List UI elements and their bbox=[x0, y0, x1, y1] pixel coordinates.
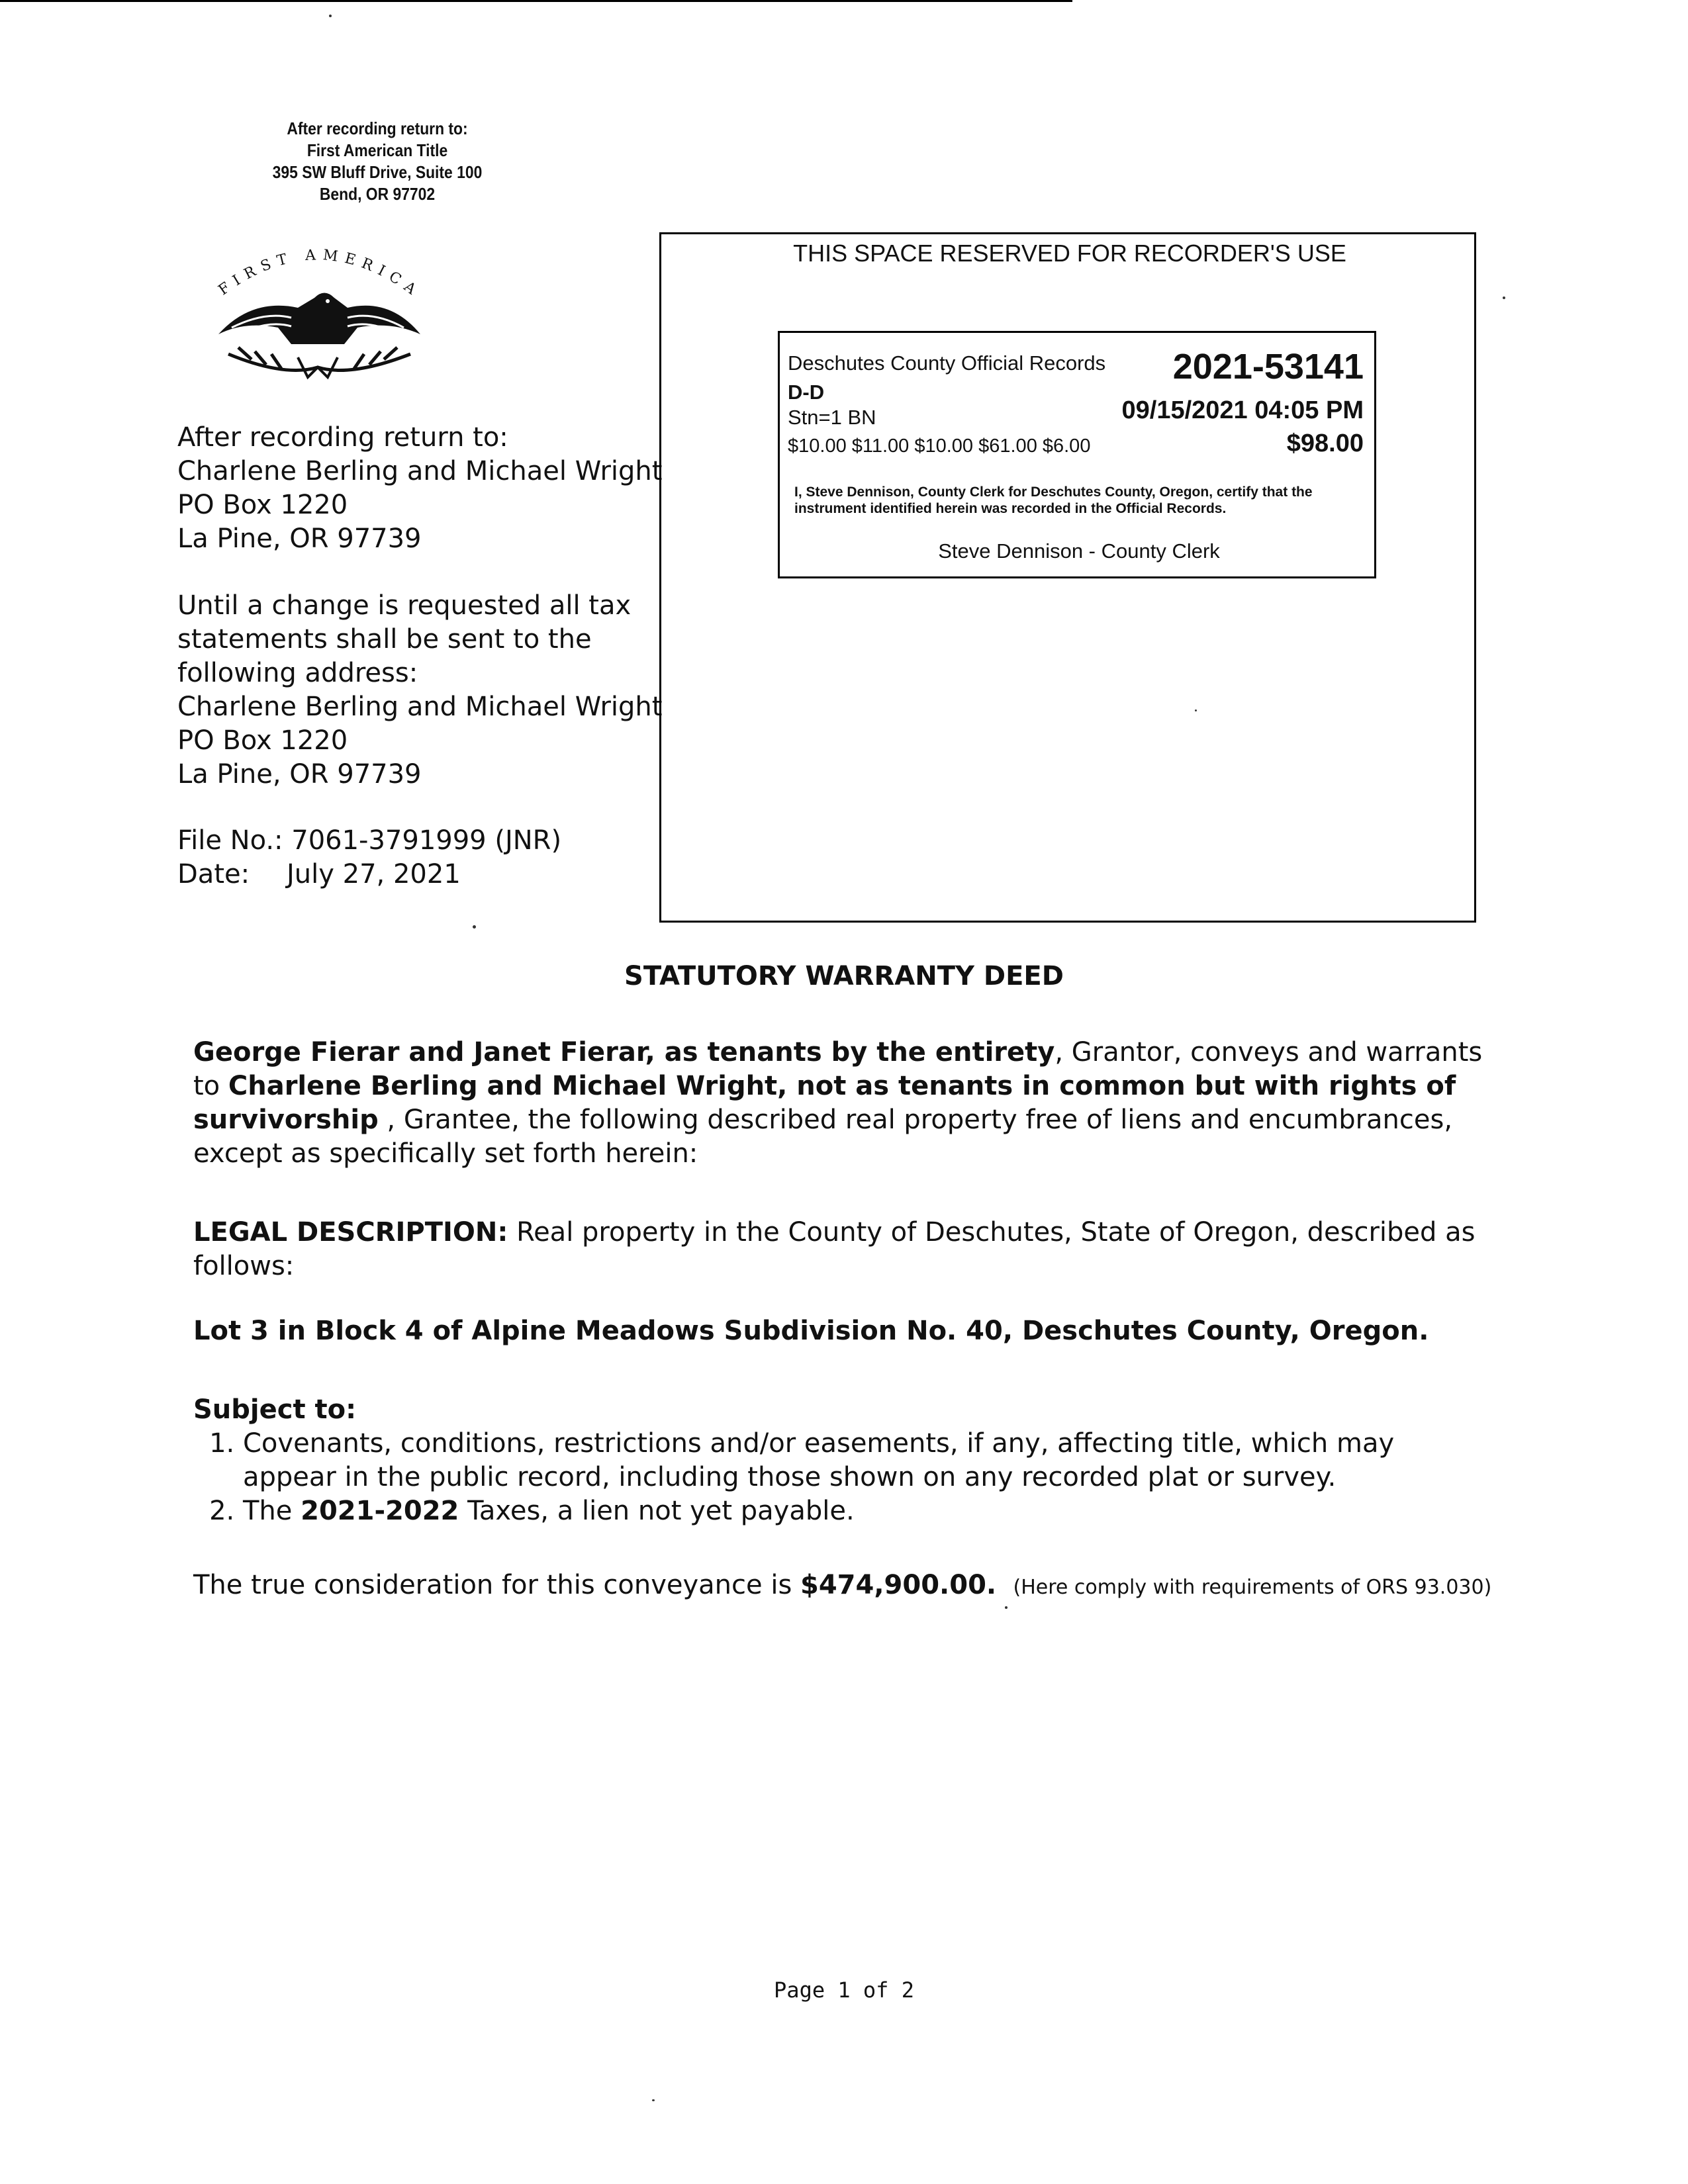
deed-title: STATUTORY WARRANTY DEED bbox=[624, 961, 1064, 991]
eagle-icon bbox=[192, 235, 444, 394]
date-value: July 27, 2021 bbox=[287, 859, 461, 889]
legal-description bbox=[193, 1216, 1491, 1283]
title-company-return-address bbox=[226, 118, 529, 205]
subject-to-list bbox=[193, 1427, 1491, 1528]
scan-speck bbox=[329, 15, 332, 17]
recorder-header: THIS SPACE RESERVED FOR RECORDER'S USE bbox=[793, 240, 1346, 267]
fa-return-line: First American Title bbox=[306, 140, 448, 160]
consideration-statement bbox=[193, 1569, 1491, 1604]
first-american-logo bbox=[192, 235, 444, 394]
grant-paragraph bbox=[193, 1036, 1491, 1171]
tax-statement-line: La Pine, OR 97739 bbox=[177, 759, 422, 790]
consideration-text: The true consideration for this conveyance is bbox=[193, 1570, 801, 1600]
return-to-line: Charlene Berling and Michael Wright bbox=[177, 456, 663, 486]
grantee-names: Charlene Berling and Michael Wright, not as tenants in common but with rights of survivorship bbox=[193, 1071, 1456, 1135]
grantee-text: , Grantee, the following described real property free of liens and encumbrances, except as specifically set forth herein: bbox=[193, 1105, 1453, 1169]
scan-top-border bbox=[0, 0, 1072, 2]
logo-text: FIRST AMERICA bbox=[215, 247, 424, 302]
subject-to-item: 1. Covenants, conditions, restrictions and/or easements, if any, affecting title, which may appear in the public record, including those shown on any recorded plat or survey. bbox=[243, 1427, 1491, 1494]
consideration-amount: $474,900.00. bbox=[800, 1570, 997, 1600]
return-to-address bbox=[177, 421, 662, 556]
file-number-label: File No.: bbox=[177, 825, 283, 856]
file-number: 7061-3791999 (JNR) bbox=[291, 825, 562, 856]
stamp-type: D-D bbox=[788, 381, 825, 404]
scan-speck bbox=[1503, 296, 1505, 299]
fa-return-line: Bend, OR 97702 bbox=[319, 184, 436, 204]
stamp-document-number: 2021-53141 bbox=[1172, 347, 1364, 387]
stamp-county: Deschutes County Official Records bbox=[788, 351, 1106, 375]
return-to-line: PO Box 1220 bbox=[177, 490, 348, 520]
stamp-total: $98.00 bbox=[1286, 430, 1364, 457]
stamp-certification: I, Steve Dennison, County Clerk for Deschutes County, Oregon, certify that the instrument identified herein was recorded in the Official Records. bbox=[794, 484, 1313, 516]
fa-return-line: 395 SW Bluff Drive, Suite 100 bbox=[272, 162, 483, 182]
tax-statement-address bbox=[177, 589, 662, 792]
stamp-clerk: Steve Dennison - County Clerk bbox=[938, 539, 1220, 563]
tax-years: 2021-2022 bbox=[301, 1496, 459, 1526]
taxes-pre: The bbox=[243, 1496, 301, 1526]
subject-to-item bbox=[243, 1494, 1491, 1528]
page-number: Page 1 of 2 bbox=[774, 1978, 914, 2003]
return-to-line: La Pine, OR 97739 bbox=[177, 523, 422, 554]
consideration-note: (Here comply with requirements of ORS 93.030) bbox=[1013, 1576, 1492, 1599]
lot-description: Lot 3 in Block 4 of Alpine Meadows Subdivision No. 40, Deschutes County, Oregon. bbox=[193, 1316, 1429, 1346]
stamp-fees: $10.00 $11.00 $10.00 $61.00 $6.00 bbox=[788, 435, 1091, 457]
scan-speck bbox=[473, 925, 476, 929]
date-label: Date: bbox=[177, 859, 250, 889]
return-to-line: After recording return to: bbox=[177, 422, 508, 453]
grantor-names: George Fierar and Janet Fierar, as tenants by the entirety bbox=[193, 1037, 1055, 1068]
tax-statement-line: statements shall be sent to the bbox=[177, 624, 592, 655]
taxes-post: Taxes, a lien not yet payable. bbox=[459, 1496, 855, 1526]
grantor-text: , Grantor, conveys and warrants to bbox=[193, 1037, 1483, 1101]
tax-statement-line: following address: bbox=[177, 658, 418, 688]
svg-text:FIRST AMERICAN bbox=[192, 235, 424, 302]
scan-speck bbox=[1195, 709, 1197, 711]
subject-to-label: Subject to: bbox=[193, 1394, 357, 1425]
legal-description-label: LEGAL DESCRIPTION: bbox=[193, 1217, 508, 1248]
stamp-datetime: 09/15/2021 04:05 PM bbox=[1121, 396, 1364, 424]
fa-return-line: After recording return to: bbox=[287, 118, 468, 138]
subject-to-section bbox=[193, 1393, 1491, 1528]
tax-statement-line: PO Box 1220 bbox=[177, 725, 348, 756]
recording-stamp bbox=[778, 331, 1376, 578]
file-info bbox=[177, 824, 561, 891]
scan-speck bbox=[1005, 1606, 1008, 1609]
legal-description-text: Real property in the County of Deschutes, State of Oregon, described as follows: bbox=[193, 1217, 1476, 1281]
tax-statement-line: Charlene Berling and Michael Wright bbox=[177, 692, 663, 722]
stamp-station: Stn=1 BN bbox=[788, 406, 876, 429]
tax-statement-line: Until a change is requested all tax bbox=[177, 590, 632, 621]
scan-speck bbox=[652, 2099, 655, 2101]
